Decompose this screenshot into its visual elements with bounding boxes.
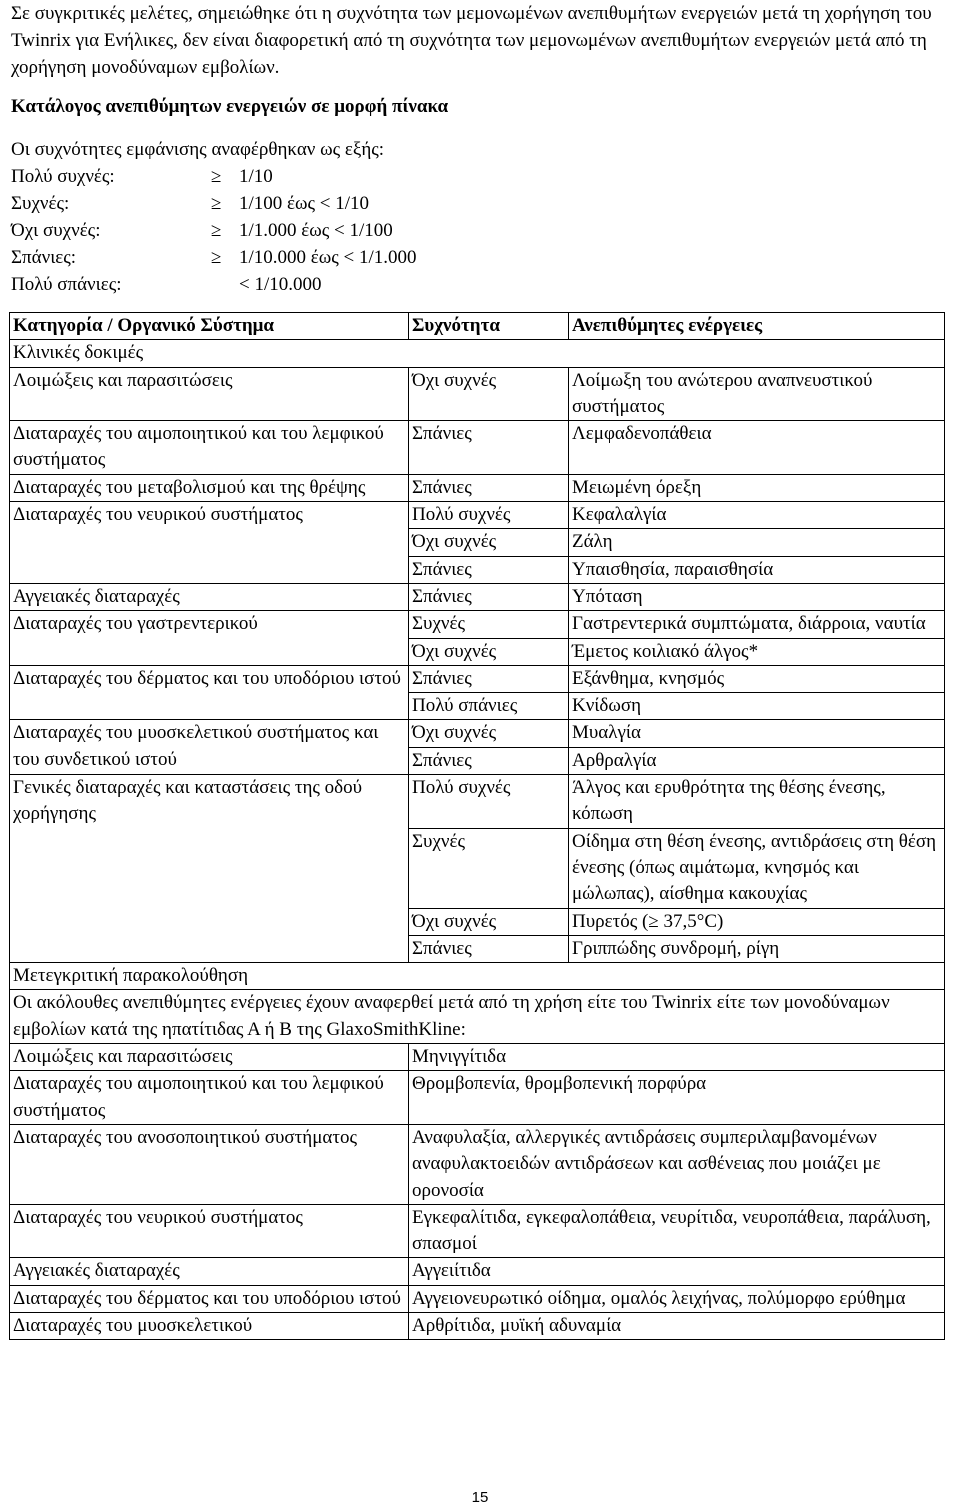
frequency-symbol: ≥ xyxy=(211,166,222,187)
frequency-value: 1/100 έως < 1/10 xyxy=(239,193,370,214)
frequency-cell: Όχι συχνές xyxy=(409,367,569,421)
frequency-label: Συχνές: xyxy=(11,193,70,214)
frequency-cell: Συχνές xyxy=(409,611,569,638)
reaction-cell: Αρθρίτιδα, μυϊκή αδυναμία xyxy=(409,1312,945,1339)
frequency-cell: Σπάνιες xyxy=(409,747,569,774)
frequency-label: Πολύ σπάνιες: xyxy=(11,274,122,295)
frequency-value: 1/10 xyxy=(239,166,273,187)
frequency-row xyxy=(11,244,417,271)
category-cell: Διαταραχές του ανοσοποιητικού συστήματος xyxy=(10,1124,409,1204)
adverse-reactions-table xyxy=(9,312,945,1340)
post-marketing-row xyxy=(10,1071,945,1125)
post-marketing-row xyxy=(10,1204,945,1258)
reaction-cell: Γαστρεντερικά συμπτώματα, διάρροια, ναυτία xyxy=(569,611,945,638)
frequency-label: Πολύ συχνές: xyxy=(11,166,115,187)
reaction-cell: Λεμφαδενοπάθεια xyxy=(569,421,945,475)
frequency-cell: Σπάνιες xyxy=(409,474,569,501)
category-cell: Διαταραχές του μεταβολισμού και της θρέψης xyxy=(10,474,409,501)
reaction-cell: Αγγειονευρωτικό οίδημα, ομαλός λειχήνας, πολύμορφο ερύθημα xyxy=(409,1285,945,1312)
frequency-value: 1/10.000 έως < 1/1.000 xyxy=(239,247,417,268)
reaction-cell: Υπαισθησία, παραισθησία xyxy=(569,556,945,583)
table-row xyxy=(10,421,945,475)
reaction-cell: Μυαλγία xyxy=(569,720,945,747)
frequency-label: Όχι συχνές: xyxy=(11,220,101,241)
frequency-cell: Πολύ συχνές xyxy=(409,775,569,829)
frequency-symbol xyxy=(211,271,239,298)
frequency-cell: Όχι συχνές xyxy=(409,638,569,665)
table-row xyxy=(10,720,945,747)
header-frequency: Συχνότητα xyxy=(409,313,569,340)
category-cell: Διαταραχές του νευρικού συστήματος xyxy=(10,1204,409,1258)
reaction-cell: Θρομβοπενία, θρομβοπενική πορφύρα xyxy=(409,1071,945,1125)
category-cell: Διαταραχές του νευρικού συστήματος xyxy=(10,502,409,584)
category-cell: Διαταραχές του δέρματος και του υποδόριου ιστού xyxy=(10,665,409,720)
reaction-cell: Άλγος και ερυθρότητα της θέσης ένεσης, κόπωση xyxy=(569,775,945,829)
frequency-row xyxy=(11,217,417,244)
section-row-clinical-trials xyxy=(10,340,945,367)
section-row-post-marketing xyxy=(10,963,945,990)
category-cell: Διαταραχές του μυοσκελετικού συστήματος και του συνδετικού ιστού xyxy=(10,720,409,775)
frequency-intro: Οι συχνότητες εμφάνισης αναφέρθηκαν ως εξής: xyxy=(11,139,385,160)
table-row xyxy=(10,367,945,421)
reaction-cell: Αγγειίτιδα xyxy=(409,1258,945,1285)
reaction-cell: Μειωμένη όρεξη xyxy=(569,474,945,501)
section-clinical-trials: Κλινικές δοκιμές xyxy=(10,340,945,367)
category-cell: Λοιμώξεις και παρασιτώσεις xyxy=(10,367,409,421)
frequency-value: 1/1.000 έως < 1/100 xyxy=(239,220,393,241)
frequency-cell: Όχι συχνές xyxy=(409,720,569,747)
frequency-cell: Όχι συχνές xyxy=(409,529,569,556)
category-cell: Αγγειακές διαταραχές xyxy=(10,583,409,610)
frequency-cell: Σπάνιες xyxy=(409,421,569,475)
category-cell: Γενικές διαταραχές και καταστάσεις της οδού χορήγησης xyxy=(10,775,409,963)
header-category: Κατηγορία / Οργανικό Σύστημα xyxy=(10,313,409,340)
frequency-cell: Σπάνιες xyxy=(409,665,569,692)
frequency-symbol: ≥ xyxy=(211,193,222,214)
reaction-cell: Αναφυλαξία, αλλεργικές αντιδράσεις συμπεριλαμβανομένων αναφυλακτοειδών αντιδράσεων και ασθένειας που μοιάζει με ορονοσία xyxy=(409,1124,945,1204)
document-page xyxy=(11,0,946,1340)
header-reactions: Ανεπιθύμητες ενέργειες xyxy=(569,313,945,340)
frequency-symbol: ≥ xyxy=(211,220,222,241)
post-marketing-row xyxy=(10,1044,945,1071)
category-cell: Διαταραχές του δέρματος και του υποδόριου ιστού xyxy=(10,1285,409,1312)
category-cell: Διαταραχές του αιμοποιητικού και του λεμφικού συστήματος xyxy=(10,421,409,475)
reaction-cell: Λοίμωξη του ανώτερου αναπνευστικού συστήματος xyxy=(569,367,945,421)
table-row xyxy=(10,665,945,692)
frequency-symbol: ≥ xyxy=(211,247,222,268)
frequency-value: < 1/10.000 xyxy=(239,274,322,295)
post-marketing-row xyxy=(10,1124,945,1204)
frequency-cell: Σπάνιες xyxy=(409,935,569,962)
frequency-row xyxy=(11,271,417,298)
reaction-cell: Μηνιγγίτιδα xyxy=(409,1044,945,1071)
table-header-row xyxy=(10,313,945,340)
category-cell: Αγγειακές διαταραχές xyxy=(10,1258,409,1285)
reaction-cell: Γριππώδης συνδρομή, ρίγη xyxy=(569,935,945,962)
frequency-row xyxy=(11,190,417,217)
section-heading: Κατάλογος ανεπιθύμητων ενεργειών σε μορφή πίνακα xyxy=(11,96,449,117)
frequency-label: Σπάνιες: xyxy=(11,247,77,268)
reaction-cell: Πυρετός (≥ 37,5°C) xyxy=(569,908,945,935)
table-row xyxy=(10,775,945,829)
reaction-cell: Κεφαλαλγία xyxy=(569,502,945,529)
frequency-row xyxy=(11,163,417,190)
table-row xyxy=(10,611,945,638)
reaction-cell: Υπόταση xyxy=(569,583,945,610)
frequency-cell: Σπάνιες xyxy=(409,556,569,583)
reaction-cell: Αρθραλγία xyxy=(569,747,945,774)
reaction-cell: Εξάνθημα, κνησμός xyxy=(569,665,945,692)
reaction-cell: Οίδημα στη θέση ένεσης, αντιδράσεις στη θέση ένεσης (όπως αιμάτωμα, κνησμός και μώλωπας), αίσθημα κακουχίας xyxy=(569,828,945,908)
page-number: 15 xyxy=(471,1489,489,1506)
section-post-marketing: Μετεγκριτική παρακολούθηση xyxy=(10,963,945,990)
reaction-cell: Ζάλη xyxy=(569,529,945,556)
category-cell: Λοιμώξεις και παρασιτώσεις xyxy=(10,1044,409,1071)
post-marketing-row xyxy=(10,1285,945,1312)
frequency-cell: Συχνές xyxy=(409,828,569,908)
frequency-definitions xyxy=(11,163,417,298)
category-cell: Διαταραχές του αιμοποιητικού και του λεμφικού συστήματος xyxy=(10,1071,409,1125)
table-row xyxy=(10,583,945,610)
reaction-cell: Κνίδωση xyxy=(569,693,945,720)
post-marketing-intro-row xyxy=(10,990,945,1044)
frequency-cell: Σπάνιες xyxy=(409,583,569,610)
post-marketing-intro: Οι ακόλουθες ανεπιθύμητες ενέργειες έχουν αναφερθεί μετά από τη χρήση είτε του Twinrix είτε των μονοδύναμων εμβολίων κατά της ηπατίτιδας Α ή Β της GlaxoSmithKline: xyxy=(10,990,945,1044)
post-marketing-row xyxy=(10,1258,945,1285)
category-cell: Διαταραχές του γαστρεντερικού xyxy=(10,611,409,666)
frequency-cell: Πολύ συχνές xyxy=(409,502,569,529)
reaction-cell: Έμετος κοιλιακό άλγος* xyxy=(569,638,945,665)
table-row xyxy=(10,474,945,501)
category-cell: Διαταραχές του μυοσκελετικού xyxy=(10,1312,409,1339)
post-marketing-row xyxy=(10,1312,945,1339)
intro-paragraph: Σε συγκριτικές μελέτες, σημειώθηκε ότι η συχνότητα των μεμονωμένων ανεπιθυμήτων ενεργειών μετά τη χορήγηση του Twinrix για Ενήλικες, δεν είναι διαφορετική από τη συχνότητα των μεμονωμένων ανεπιθυμήτων ενεργειών μετά από τη χορήγηση μονοδύναμων εμβολίων. xyxy=(11,3,932,78)
reaction-cell: Εγκεφαλίτιδα, εγκεφαλοπάθεια, νευρίτιδα, νευροπάθεια, παράλυση, σπασμοί xyxy=(409,1204,945,1258)
frequency-cell: Όχι συχνές xyxy=(409,908,569,935)
table-row xyxy=(10,502,945,529)
frequency-cell: Πολύ σπάνιες xyxy=(409,693,569,720)
